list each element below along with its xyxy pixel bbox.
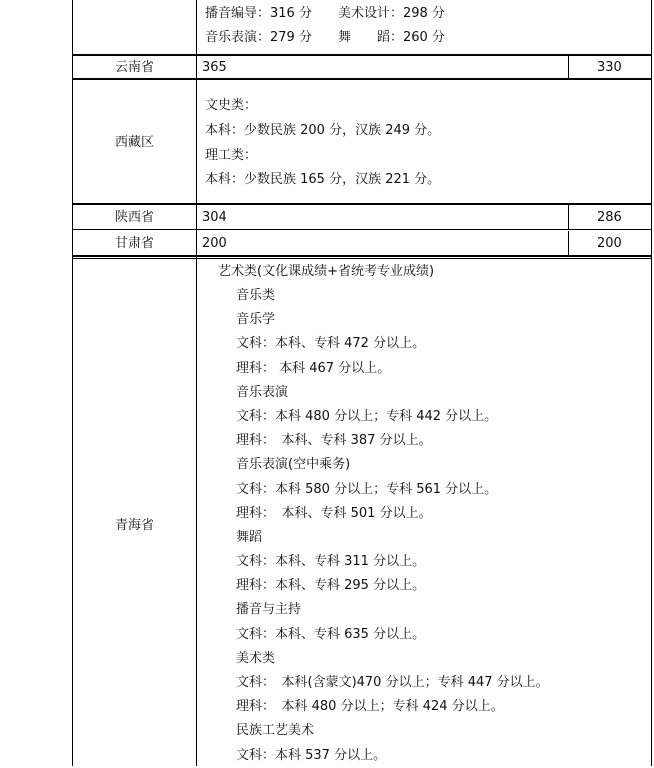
qinghai-line: 文科：本科 537 分以上。 — [236, 747, 387, 763]
row-separator — [72, 203, 652, 205]
score-divider-shaanxi — [568, 205, 569, 229]
qinghai-line: 文科：本科 580 分以上；专科 561 分以上。 — [236, 481, 498, 497]
qinghai-line: 理科： 本科 480 分以上；专科 424 分以上。 — [236, 699, 504, 715]
qinghai-line: 音乐学 — [236, 312, 276, 328]
qinghai-line: 文科：本科 480 分以上；专科 442 分以上。 — [236, 408, 498, 424]
row-separator — [72, 255, 652, 257]
qinghai-line: 理科： 本科 467 分以上。 — [236, 360, 391, 376]
qinghai-line: 文科：本科、专科 472 分以上。 — [236, 336, 426, 352]
score-divider-yunnan — [568, 55, 569, 79]
qinghai-line: 美术类 — [236, 650, 276, 666]
tibet-line: 文史类： — [205, 98, 258, 113]
qinghai-line: 理科： 本科、专科 501 分以上。 — [236, 505, 432, 521]
score-divider-gansu — [568, 231, 569, 256]
table-left-border — [72, 0, 73, 766]
row-separator — [72, 78, 652, 80]
qinghai-line: 文科： 本科(含蒙文)470 分以上；专科 447 分以上。 — [236, 675, 549, 690]
row-separator — [72, 229, 652, 230]
tibet-line: 本科：少数民族 200 分，汉族 249 分。 — [205, 123, 441, 138]
top-row-line-1: 播音编导：316 分 美术设计：298 分 — [205, 6, 445, 21]
yunnan-score-a: 365 — [202, 60, 227, 75]
qinghai-line: 播音与主持 — [236, 602, 302, 618]
qinghai-line: 民族工艺美术 — [236, 723, 315, 739]
region-gansu: 甘肃省 — [114, 236, 154, 251]
tibet-line: 本科：少数民族 165 分，汉族 221 分。 — [205, 172, 441, 187]
qinghai-line: 理科：本科、专科 295 分以上。 — [236, 578, 426, 594]
table-right-border — [651, 0, 652, 766]
qinghai-line: 文科：本科、专科 635 分以上。 — [236, 626, 426, 642]
row-separator — [72, 258, 652, 259]
row-separator — [72, 54, 652, 56]
qinghai-line: 音乐表演 — [236, 384, 289, 400]
qinghai-lines — [236, 284, 648, 768]
tibet-line: 理工类： — [205, 148, 258, 163]
gansu-score-a: 200 — [202, 236, 227, 251]
yunnan-score-b: 330 — [597, 60, 622, 75]
region-yunnan: 云南省 — [114, 60, 154, 75]
column-divider — [196, 0, 197, 766]
top-row-line-2: 音乐表演：279 分 舞 蹈：260 分 — [205, 30, 445, 45]
gansu-score-b: 200 — [597, 236, 622, 251]
qinghai-line: 理科： 本科、专科 387 分以上。 — [236, 433, 432, 449]
qinghai-line: 文科：本科、专科 311 分以上。 — [236, 554, 426, 570]
qinghai-line: 舞蹈 — [236, 529, 263, 545]
qinghai-header: 艺术类(文化课成绩+省统考专业成绩) — [218, 264, 435, 279]
region-qinghai: 青海省 — [114, 518, 154, 533]
region-shaanxi: 陕西省 — [114, 210, 154, 225]
region-tibet: 西藏区 — [114, 135, 154, 150]
qinghai-line: 音乐表演(空中乘务) — [236, 457, 351, 473]
qinghai-line: 音乐类 — [236, 288, 276, 303]
shaanxi-score-b: 286 — [597, 210, 622, 225]
shaanxi-score-a: 304 — [202, 210, 227, 225]
